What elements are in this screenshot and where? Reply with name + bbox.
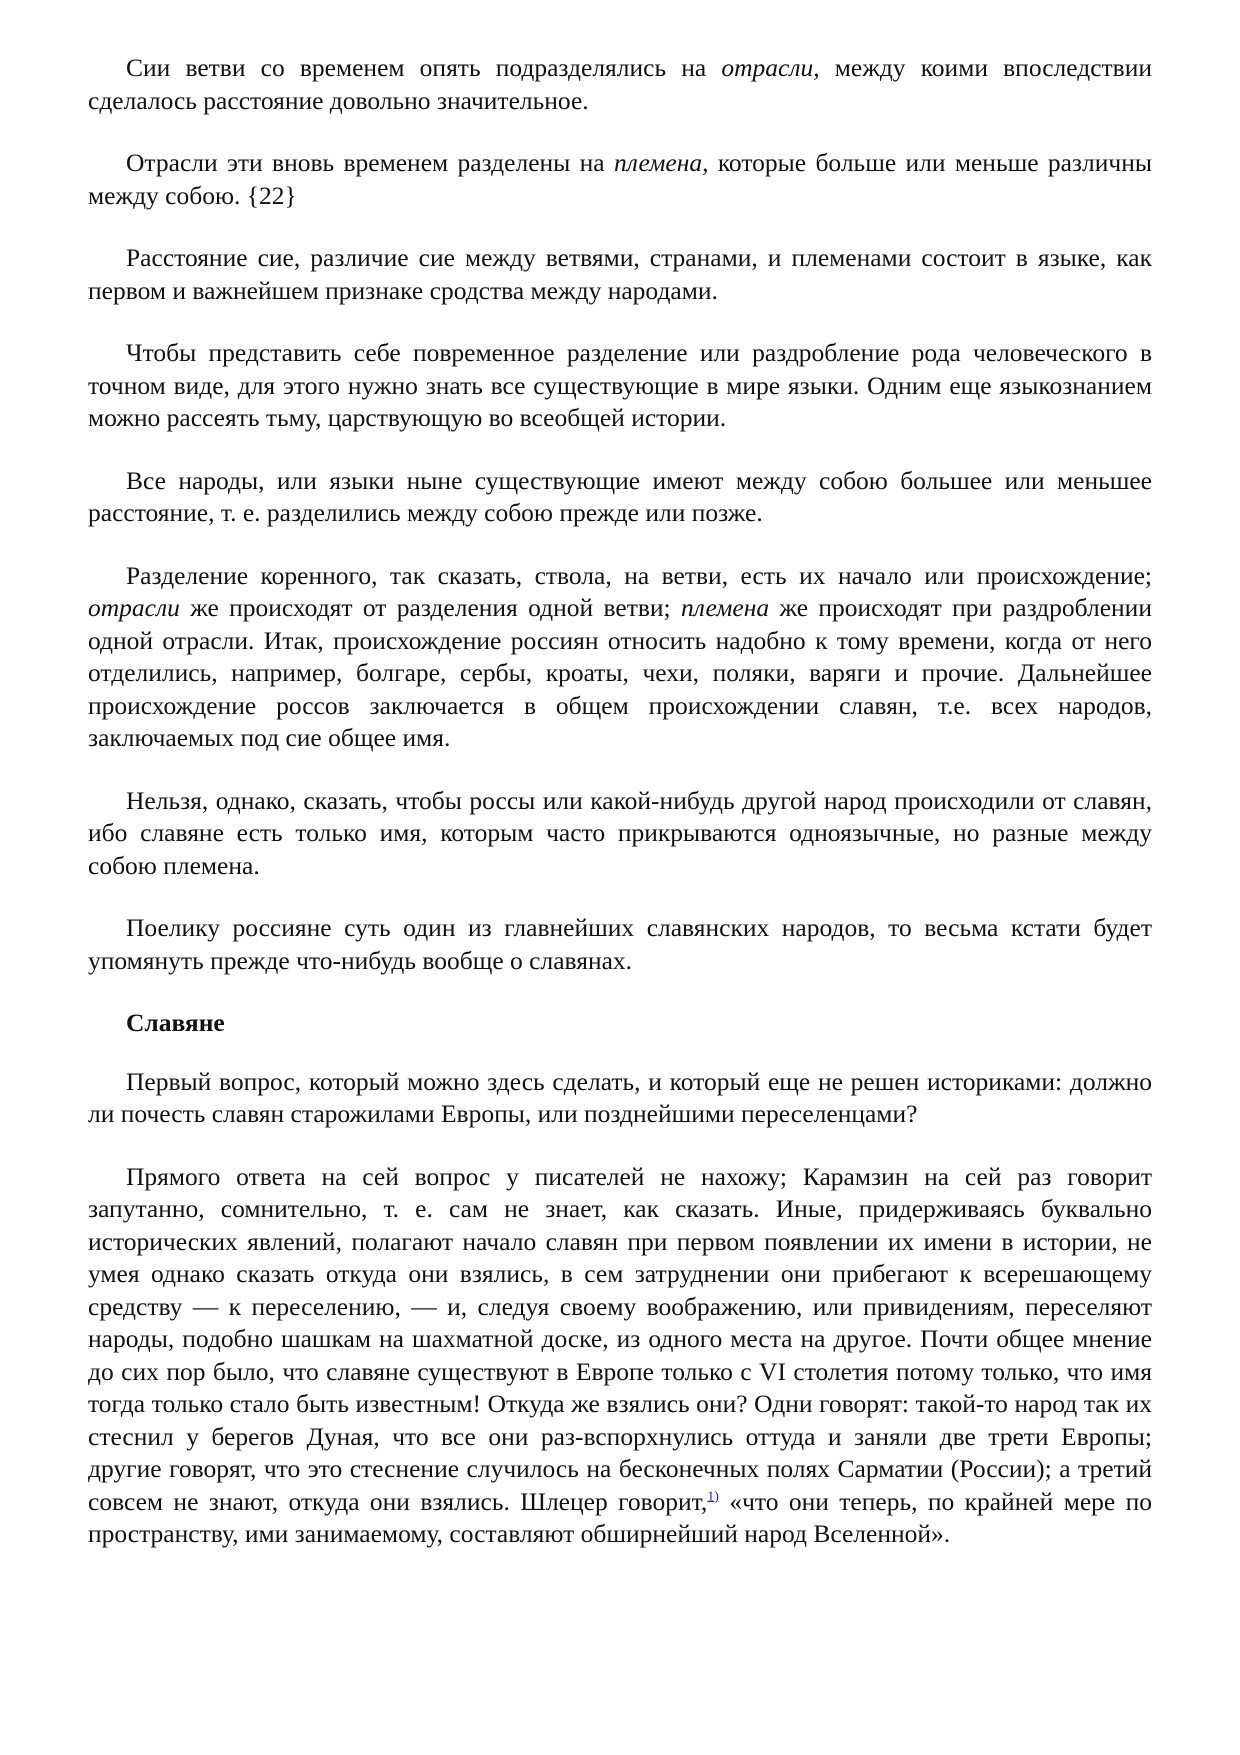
paragraph-6-text-c: же происходят от разделения одной ветви; [179, 593, 681, 622]
paragraph-10-text-b: «что они теперь, по крайней мере по пространству, ими занимаемому, составляют обширнейший народ Вселенной». [88, 1486, 1152, 1548]
paragraph-5: Все народы, или языки ныне существующие имеют между собою большее или меньшее расстояние, т. е. разделились между собою прежде или позже. [88, 465, 1152, 527]
paragraph-1-text-a: Сии ветви со временем опять подразделялись на [126, 53, 722, 82]
paragraph-2-text-a: Отрасли эти вновь временем разделены на [126, 148, 614, 177]
paragraph-6-italic-term-2: племена [680, 593, 770, 622]
section-heading: Славяне [126, 1008, 225, 1037]
paragraph-4: Чтобы представить себе повременное разделение или раздробление рода человеческого в точном виде, для этого нужно знать все существующие в мире языки. Одним еще языкознанием можно рассеять тьму, царствующую во всеобщей истории. [88, 338, 1152, 432]
paragraph-10 [88, 1161, 1152, 1551]
paragraph-2-text-c: которые больше или меньше различны между собою. {22} [88, 148, 1152, 210]
paragraph-3: Расстояние сие, различие сие между ветвями, странами, и племенами состоит в языке, как первом и важнейшем признаке сродства между народами. [88, 243, 1152, 305]
paragraph-8: Поелику россияне суть один из главнейших славянских народов, то весьма кстати будет упомянуть прежде что-нибудь вообще о славянах. [88, 913, 1152, 975]
paragraph-7: Нельзя, однако, сказать, чтобы россы или какой-нибудь другой народ происходили от славян, ибо славяне есть только имя, которым часто прикрываются одноязычные, но разные между собою племена. [88, 785, 1152, 880]
paragraph-1 [88, 52, 1152, 117]
paragraph-6-text-e: же происходят при раздроблении одной отрасли. Итак, происхождение россиян относить надобно к тому времени, когда от него отделились, например, болгаре, сербы, кроаты, чехи, поляки, варяги и прочие. Дальнейшее происхождение россов заключается в общем происхождении славян, т.е. всех народов, заключаемых под сие общее имя. [88, 593, 1152, 752]
paragraph-10-text-a: Прямого ответа на сей вопрос у писателей не нахожу; Карамзин на сей раз говорит запутанно, сомнительно, т. е. сам не знает, как сказать. Иные, придерживаясь буквально исторических явлений, полагают начало славян при первом появлении их имени в истории, не умея однако сказать откуда они взялись, в сем затруднении они прибегают к всерешающему средству — к переселению, — и, следуя своему воображению, или привидениям, переселяют народы, подобно шашкам на шахматной доске, из одного места на другое. Почти общее мнение до сих пор было, что славяне существуют в Европе только с VI столетия потому только, что имя тогда только стало быть известным! Откуда же взялись они? Одни говорят: такой-то народ так их стеснил у берегов Дуная, что все они раз-вспорхнулись оттуда и заняли две трети Европы; другие говорят, что это стеснение случилось на бесконечных полях Сарматии (России); а третий совсем не знают, откуда они взялись. Шлецер говорит, [88, 1161, 1152, 1516]
paragraph-1-italic-term: отрасли, [721, 53, 820, 82]
paragraph-1-text-c: между коими впоследствии сделалось расстояние довольно значительное. [88, 53, 1152, 115]
paragraph-9: Первый вопрос, который можно здесь сделать, и который еще не решен историками: должно ли почесть славян старожилами Европы, или позднейшими переселенцами? [88, 1066, 1152, 1128]
paragraph-6-text-a: Разделение коренного, так сказать, ствола, на ветви, есть их начало или происхождение; [126, 560, 1152, 590]
document-page [88, 52, 1152, 1581]
paragraph-2-italic-term: племена, [613, 148, 709, 177]
footnote-link[interactable]: 1) [707, 1489, 719, 1504]
paragraph-2 [88, 147, 1152, 212]
paragraph-6 [88, 560, 1152, 755]
paragraph-6-italic-term-1: отрасли [88, 593, 180, 622]
